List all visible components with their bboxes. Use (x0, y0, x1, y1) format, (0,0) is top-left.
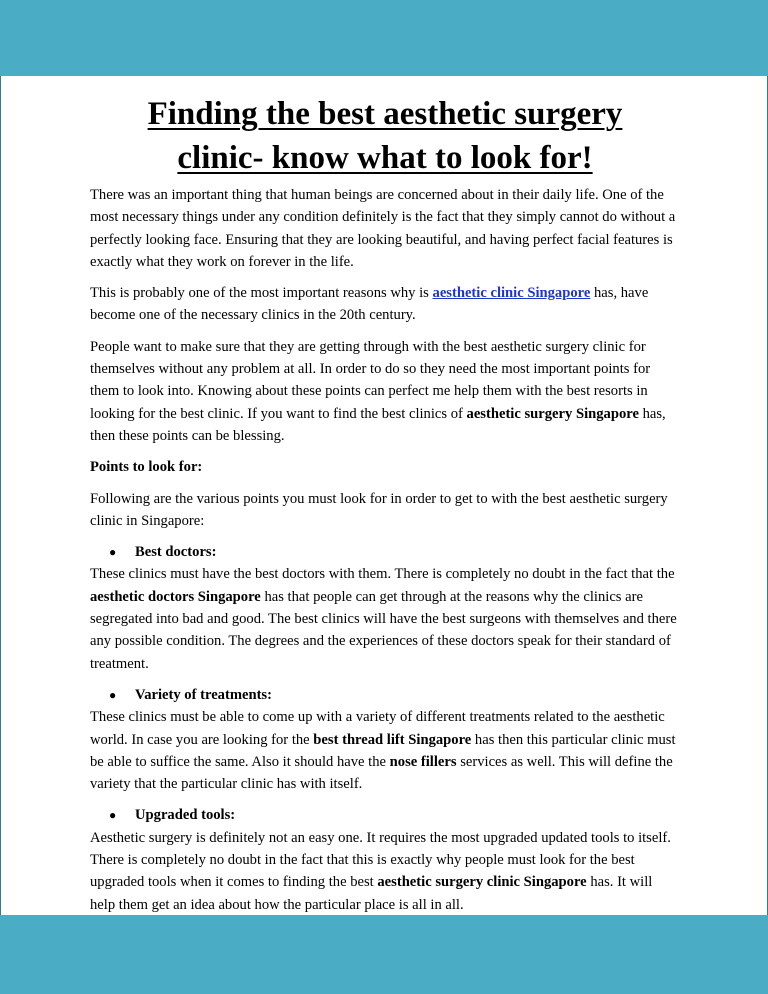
bullet-body-best-doctors (90, 563, 680, 674)
bullet-icon: ● (109, 808, 117, 823)
p2-text-before: This is probably one of the most important reasons why is (90, 285, 433, 302)
document-title (50, 92, 720, 180)
bullet-title: Variety of treatments: (135, 686, 272, 703)
p3-text-after: has, then these points can be blessing. (90, 405, 666, 444)
bullet-body-variety-of-treatments (90, 706, 680, 795)
points-intro: Following are the various points you must look for in order to get to with the best aesthetic surgery clinic in Singapore: (90, 490, 668, 529)
tools-text-2: has. It will help them get an idea about how the particular place is all in all. (90, 874, 653, 913)
points-heading (90, 456, 680, 478)
tools-bold-keyword: aesthetic surgery clinic Singapore (377, 874, 587, 891)
bullet-icon: ● (109, 545, 117, 560)
doctors-text-1: These clinics must have the best doctors with them. There is completely no doubt in the fact that the (90, 566, 675, 583)
tools-text-1: Aesthetic surgery is definitely not an easy one. It requires the most upgraded updated tools to itself. There is completely no doubt in the fact that this is exactly why people must look for the best upgraded tools when it comes to finding the best (90, 829, 671, 891)
intro-paragraph-2 (90, 282, 680, 327)
p2-text-after: has, have become one of the necessary clinics in the 20th century. (90, 285, 649, 324)
doctors-text-2: has that people can get through at the reasons why the clinics are segregated into bad and good. The best clinics will have the best surgeons with themselves and there any possible condition. The degrees and the experiences of these doctors speak for their standard of treatment. (90, 588, 677, 672)
intro-paragraph-1: There was an important thing that human beings are concerned about in their daily life. One of the most necessary things under any condition definitely is the fact that they simply cannot do without a perfectly looking face. Ensuring that they are looking beautiful, and having perfect facial features is exactly what they work on forever in the life. (90, 187, 676, 270)
bottom-border-band (0, 915, 768, 994)
treatments-text-1: These clinics must be able to come up with a variety of different treatments related to the aesthetic world. In case you are looking for the (90, 709, 665, 748)
bullet-upgraded-tools (90, 804, 680, 826)
treatments-bold-keyword-1: best thread lift Singapore (313, 731, 472, 748)
bullet-title: Upgraded tools: (135, 807, 236, 824)
bullet-title: Best doctors: (135, 544, 217, 561)
intro-paragraph-3 (90, 336, 680, 447)
treatments-text-3: services as well. This will define the variety that the particular clinic has with itself. (90, 753, 673, 793)
aesthetic-clinic-singapore-link[interactable]: aesthetic clinic Singapore (432, 285, 591, 302)
doctors-bold-keyword: aesthetic doctors Singapore (90, 588, 261, 605)
title-line-1: Finding the best aesthetic surgery (147, 96, 623, 132)
p3-text-before: People want to make sure that they are getting through with the best aesthetic surgery clinic for themselves without any problem at all. In order to do so they need the most important points for them to look into. Knowing about these points can perfect me help them with the best resorts in looking for the best clinic. If you want to find the best clinics of (90, 338, 651, 422)
bullet-icon: ● (109, 687, 117, 702)
document-page (0, 76, 768, 915)
treatments-text-2: has then this particular clinic must be able to suffice the same. Also it should have the (90, 731, 676, 770)
bullet-best-doctors (90, 541, 680, 563)
points-heading-text: Points to look for: (90, 459, 203, 476)
treatments-bold-keyword-2: nose fillers (389, 753, 457, 770)
title-line-2: clinic- know what to look for! (177, 140, 593, 176)
bullet-body-upgraded-tools (90, 827, 680, 916)
document-content (90, 92, 680, 925)
p3-bold-keyword: aesthetic surgery Singapore (466, 405, 639, 422)
top-border-band (0, 0, 768, 76)
bullet-variety-of-treatments (90, 684, 680, 706)
